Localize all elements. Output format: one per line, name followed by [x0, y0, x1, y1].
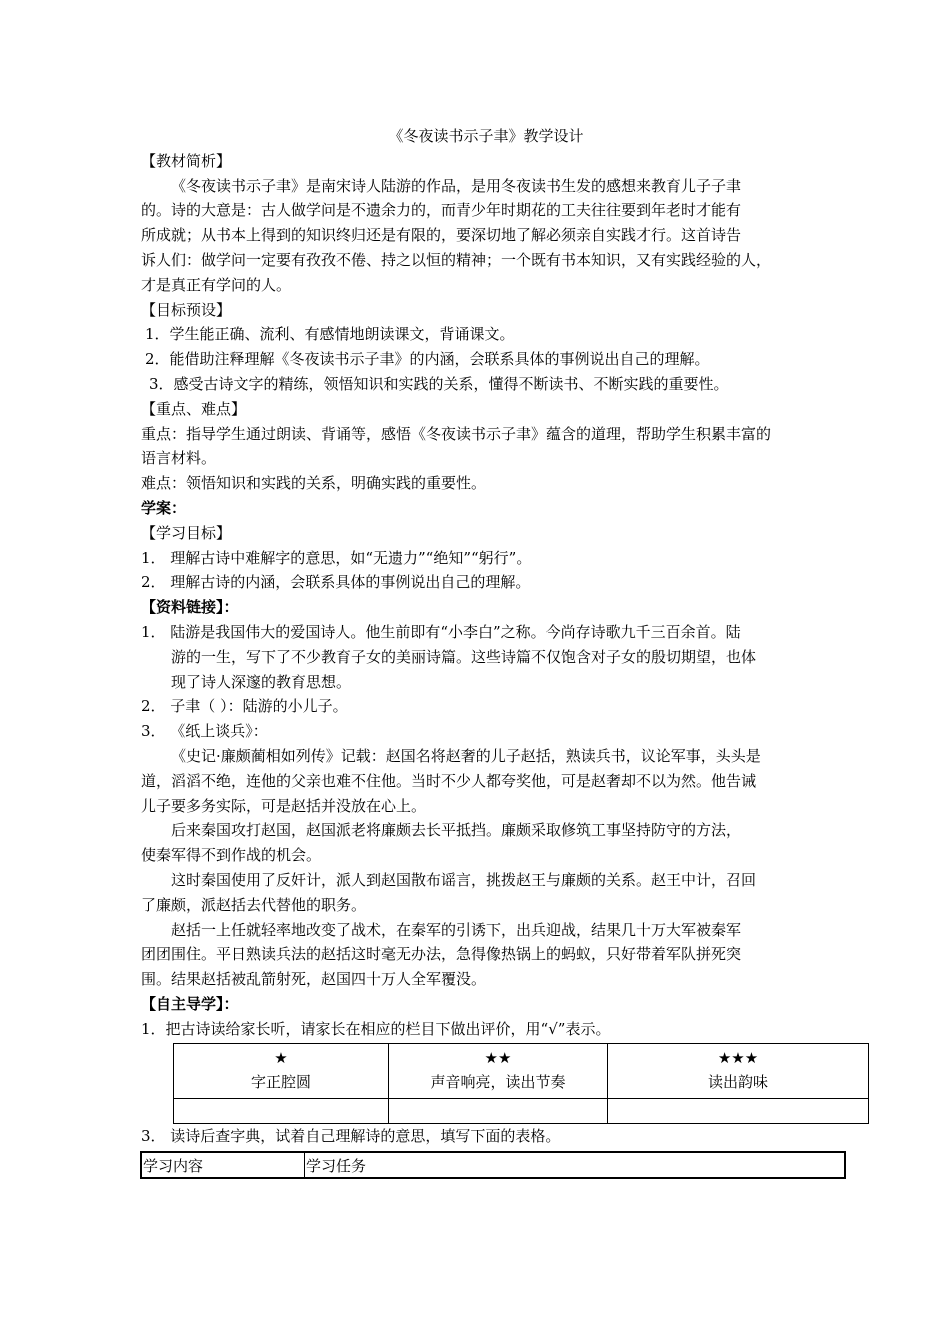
- story-paragraph: [141, 818, 821, 868]
- section-heading-textbook: 【教材简析】: [141, 151, 232, 170]
- rating-cell[interactable]: [608, 1099, 869, 1124]
- rating-column: [174, 1044, 389, 1099]
- resource-item-3: 3． 《纸上谈兵》：: [141, 722, 268, 741]
- text-line: 团团围住。平日熟读兵法的赵括这时毫无办法，急得像热锅上的蚂蚁，只好带着军队拼死突: [141, 945, 742, 964]
- goal-item: 3．感受古诗文字的精练，领悟知识和实践的关系，懂得不断读书、不断实践的重要性。: [149, 374, 729, 393]
- text-line: 使秦军得不到作战的机会。: [141, 846, 322, 865]
- text-line: 儿子要多务实际，可是赵括并没放在心上。: [141, 796, 427, 815]
- rating-column: [608, 1044, 869, 1099]
- star-rating: ★★: [484, 1049, 512, 1068]
- text-line: 围。结果赵括被乱箭射死，赵国四十万人全军覆没。: [141, 970, 487, 989]
- objective-item: 2． 理解古诗的内涵，会联系具体的事例说出自己的理解。: [141, 573, 531, 592]
- study-plan-label: 学案：: [141, 498, 187, 517]
- resource-item-1: [141, 620, 821, 694]
- study-table: [140, 1151, 846, 1179]
- key-point-line: 语言材料。: [141, 449, 217, 468]
- text-line: 这时秦国使用了反奸计，派人到赵国散布谣言，挑拨赵王与廉颇的关系。赵王中计，召回: [171, 870, 757, 889]
- rating-cell[interactable]: [389, 1099, 608, 1124]
- goal-item: 1．学生能正确、流利、有感情地朗读课文，背诵课文。: [145, 325, 515, 344]
- self-study-item-1: 1．把古诗读给家长听，请家长在相应的栏目下做出评价，用“√”表示。: [141, 1019, 611, 1038]
- section-heading-resources: 【资料链接】：: [141, 598, 239, 617]
- document-title: 《冬夜读书示子聿》教学设计: [388, 127, 584, 145]
- text-line: 赵括一上任就轻率地改变了战术，在秦军的引诱下，出兵迎战，结果几十万大军被秦军: [171, 920, 742, 939]
- rating-label: 声音响亮，读出节奏: [430, 1073, 566, 1092]
- text-line: 道，滔滔不绝，连他的父亲也难不住他。当时不少人都夸奖他，可是赵奢却不以为然。他告诫: [141, 771, 757, 790]
- story-paragraph: [141, 744, 821, 818]
- section-heading-goals: 【目标预设】: [141, 300, 232, 319]
- text-line: 才是真正有学问的人。: [141, 275, 292, 294]
- objective-item: 1． 理解古诗中难解字的意思，如“无遗力”“绝知”“躬行”。: [141, 548, 532, 567]
- self-study-item-3: 3． 读诗后查字典，试着自己理解诗的意思，填写下面的表格。: [141, 1127, 561, 1146]
- section-heading-self-study: 【自主导学】：: [141, 994, 239, 1013]
- star-rating: ★: [274, 1049, 288, 1068]
- difficult-point: 难点：领悟知识和实践的关系，明确实践的重要性。: [141, 474, 487, 493]
- text-line: 《冬夜读书示子聿》是南宋诗人陆游的作品，是用冬夜读书生发的感想来教育儿子子聿: [171, 176, 742, 195]
- story-paragraph: [141, 868, 821, 918]
- resource-item-2: 2． 子聿（ ）：陆游的小儿子。: [141, 697, 348, 716]
- rating-cell[interactable]: [174, 1099, 389, 1124]
- text-line: 游的一生，写下了不少教育子女的美丽诗篇。这些诗篇不仅饱含对子女的殷切期望，也体: [171, 647, 757, 666]
- rating-label: 字正腔圆: [250, 1073, 311, 1092]
- rating-column: [389, 1044, 608, 1099]
- text-line: 现了诗人深邃的教育思想。: [171, 672, 352, 691]
- star-rating: ★★★: [717, 1049, 759, 1068]
- section-heading-key-points: 【重点、难点】: [141, 399, 247, 418]
- story-paragraph: [141, 918, 821, 992]
- rating-label: 读出韵味: [707, 1073, 768, 1092]
- text-line: 1． 陆游是我国伟大的爱国诗人。他生前即有“小李白”之称。今尚存诗歌九千三百余首。陆: [141, 622, 741, 641]
- textbook-paragraph: [141, 174, 821, 298]
- document-page: [141, 124, 821, 1179]
- text-line: 《史记·廉颇蔺相如列传》记载：赵国名将赵奢的儿子赵括，熟读兵书，议论军事，头头是: [171, 746, 761, 765]
- section-heading-objectives: 【学习目标】: [141, 523, 232, 542]
- study-table-header: 学习内容: [141, 1152, 305, 1178]
- text-line: 了廉颇，派赵括去代替他的职务。: [141, 895, 367, 914]
- text-line: 诉人们：做学问一定要有孜孜不倦、持之以恒的精神；一个既有书本知识，又有实践经验的人，: [141, 250, 772, 269]
- goal-item: 2．能借助注释理解《冬夜读书示子聿》的内涵，会联系具体的事例说出自己的理解。: [145, 350, 710, 369]
- key-point-line: 重点：指导学生通过朗读、背诵等，感悟《冬夜读书示子聿》蕴含的道理，帮助学生积累丰富的: [141, 424, 772, 443]
- text-line: 的。诗的大意是：古人做学问是不遗余力的，而青少年时期花的工夫往往要到年老时才能有: [141, 201, 742, 220]
- rating-table: [173, 1043, 869, 1124]
- text-line: 后来秦国攻打赵国，赵国派老将廉颇去长平抵挡。廉颇采取修筑工事坚持防守的方法，: [171, 821, 742, 840]
- study-table-header: 学习任务: [305, 1152, 846, 1178]
- text-line: 所成就；从书本上得到的知识终归还是有限的，要深切地了解必须亲自实践才行。这首诗告: [141, 226, 742, 245]
